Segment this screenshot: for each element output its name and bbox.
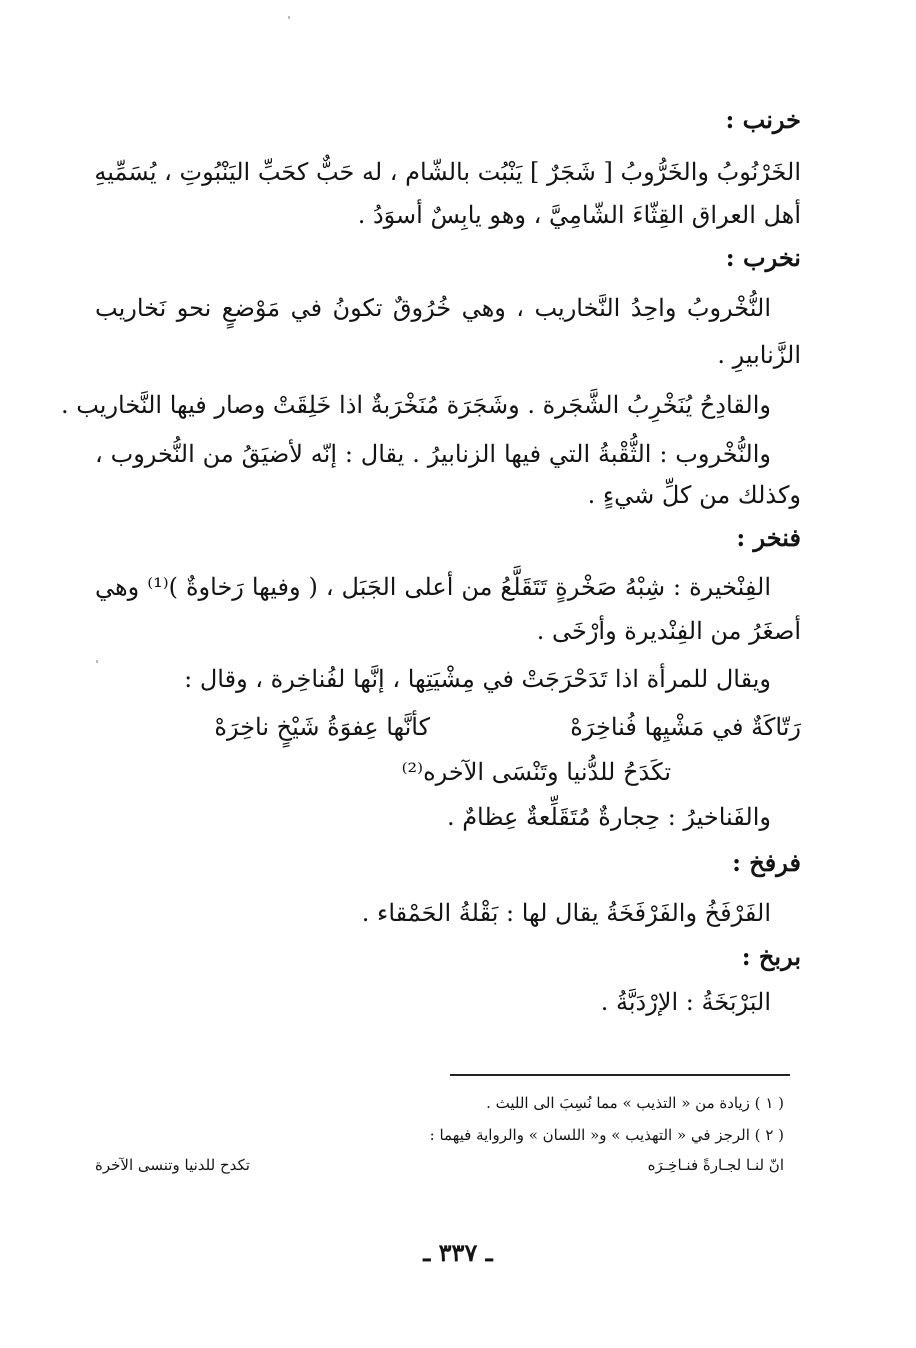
footnote-1: ( ١ ) زيادة من « التذيب » مما نُسِبَ الى الليث . [486, 1094, 784, 1112]
entry-nakhrab-line-2: الزَّنابيرِ . [717, 341, 801, 369]
entry-nakhrab-line-1: النُّخْروبُ واحِدُ النَّخاريب ، وهي خُرُوقٌ تكونُ في مَوْضعٍ نحو نَخاريب [95, 294, 771, 322]
scan-speck [288, 16, 290, 19]
entry-nakhrab-line-3: والقادِحُ يُنَخْرِبُ الشَّجَرة . وشَجَرَة مُنَخْرَبةٌ اذا خَلِقَتْ وصار فيها النَّخاريب . [60, 391, 771, 419]
scan-speck [96, 660, 98, 663]
entry-kharnab-line-2: أهل العراق القِثّاءَ الشّامِيَّ ، وهو يابِسٌ أسوَدُ . [357, 201, 801, 229]
entry-heading-farfakh: فرفخ : [732, 848, 801, 877]
entry-fankhar-line-2: أصغَرُ من الفِنْديرة وأرْخَى . [536, 617, 801, 645]
verse-hemistich-left: كأنَّها عِفوَةُ شَيْخٍ ناخِرَهْ [214, 713, 430, 741]
entry-nakhrab-line-5: وكذلك من كلِّ شيءٍ . [587, 481, 801, 509]
entry-kharnab-line-1: الخَرْنُوبُ والخَرُّوبُ [ شَجَرٌ ] يَنْبُت بالشّام ، له حَبٌّ كحَبِّ اليَنْبُوتِ ، يُسَمِّيهِ [94, 158, 801, 186]
entry-heading-nakhrab: نخرب : [725, 243, 801, 272]
page-number: ـ ٣٣٧ ـ [423, 1238, 493, 1267]
footnote-verse-right: انّ لنـا لجـارةً فنـاخِـرَه [647, 1156, 784, 1174]
entry-heading-barbakh: بربخ : [741, 942, 801, 971]
verse-line-2: تكَدَحُ للدُّنيا وتَنْسَى الآخره⁽²⁾ [401, 758, 671, 786]
footnote-2: ( ٢ ) الرجز في « التهذيب » و« اللسان » والرواية فيهما : [429, 1126, 784, 1144]
footnote-divider [450, 1074, 790, 1076]
entry-heading-fankhar: فنخر : [736, 523, 801, 552]
entry-fankhar-line-3: ويقال للمرأة اذا تَدَحْرَجَتْ في مِشْيَتِها ، إنَّها لفُناخِرة ، وقال : [184, 665, 771, 693]
entry-barbakh-line-1: البَرْبَخَةُ : الإرْدَبَّةُ . [600, 988, 771, 1016]
entry-heading-kharnab: خرنب : [725, 105, 801, 134]
entry-nakhrab-line-4: والنُّخْروب : الثُّقْبةُ التي فيها الزنابيرُ . يقال : إنّه لأضيَقُ من النُّخروب ، [95, 440, 771, 468]
verse-hemistich-right: رَتّاكَةٌ في مَشْيِها فُناخِرَهْ [570, 713, 801, 741]
entry-fankhar-line-1: الفِنْخيرة : شِبْهُ صَخْرةٍ تَتَقَلَّعُ من أعلى الجَبَل ، ( وفيها رَخاوةٌ )⁽¹⁾ وهي [95, 573, 771, 601]
entry-farfakh-line-1: الفَرْفَخُ والفَرْفَخَةُ يقال لها : بَقْلةُ الحَمْقاء . [361, 899, 771, 927]
footnote-verse-left: تكدح للدنيا وتنسى الآخرة [95, 1156, 250, 1174]
entry-fankhar-line-4: والفَناخيرُ : حِجارةٌ مُتَقَلِّعةٌ عِظامٌ . [446, 803, 771, 831]
